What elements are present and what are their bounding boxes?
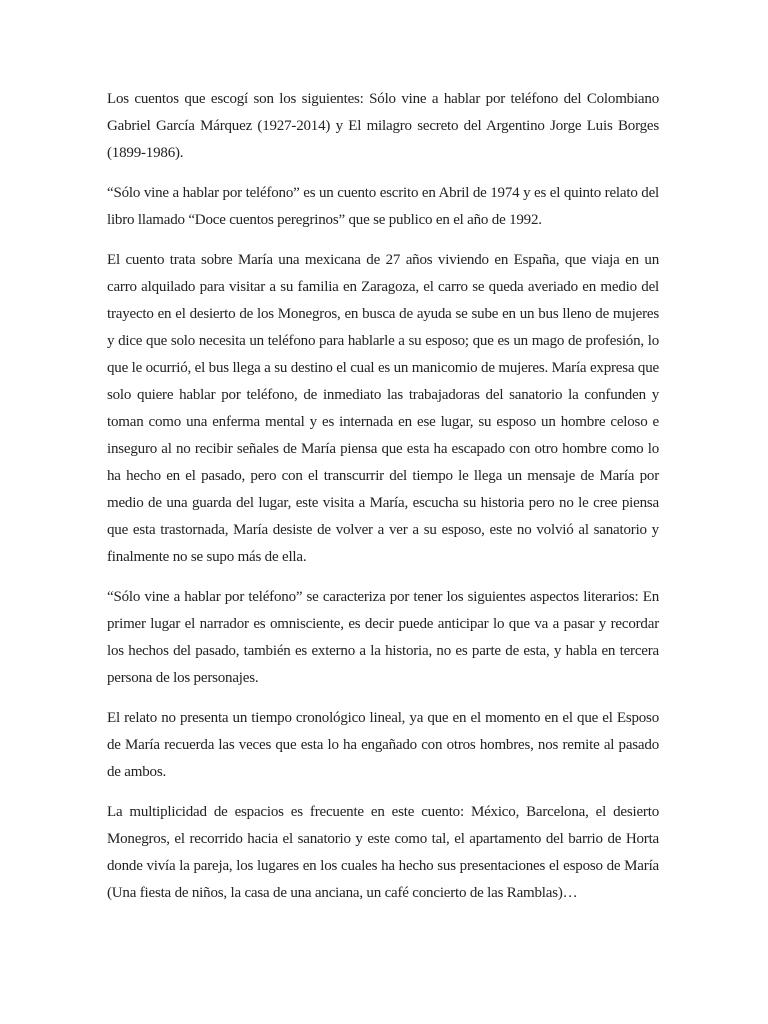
paragraph-story-origin: “Sólo vine a hablar por teléfono” es un cuento escrito en Abril de 1974 y es el quinto relato del libro llamado “Doce cuentos peregrinos” que se publico en el año de 1992. <box>107 185 659 228</box>
paragraph-narrator: “Sólo vine a hablar por teléfono” se caracteriza por tener los siguientes aspectos literarios: En primer lugar el narrador es omnisciente, es decir puede anticipar lo que va a pasar y recordar los hechos del pasado, también es externo a la historia, no es parte de esta, y habla en tercera persona de los personajes. <box>107 589 659 686</box>
paragraph-plot-summary: El cuento trata sobre María una mexicana de 27 años viviendo en España, que viaja en un carro alquilado para visitar a su familia en Zaragoza, el carro se queda averiado en medio del trayecto en el desierto de los Monegros, en busca de ayuda se sube en un bus lleno de mujeres y dice que solo necesita un teléfono para hablarle a su esposo; que es un mago de profesión, lo que le ocurrió, el bus llega a su destino el cual es un manicomio de mujeres. María expresa que solo quiere hablar por teléfono, de inmediato las trabajadoras del sanatorio la confunden y toman como una enferma mental y es internada en ese lugar, su esposo un hombre celoso e inseguro al no recibir señales de María piensa que esta ha escapado con otro hombre como lo ha hecho en el pasado, pero con el transcurrir del tiempo le llega un mensaje de María por medio de una guarda del lugar, este visita a María, escucha su historia pero no le cree piensa que esta trastornada, María desiste de volver a ver a su esposo, este no volvió al sanatorio y finalmente no se supo más de ella. <box>107 252 659 565</box>
paragraph-intro: Los cuentos que escogí son los siguientes: Sólo vine a hablar por teléfono del Colombiano Gabriel García Márquez (1927-2014) y El milagro secreto del Argentino Jorge Luis Borges (1899-1986). <box>107 91 659 161</box>
paragraph-spaces: La multiplicidad de espacios es frecuente en este cuento: México, Barcelona, el desierto Monegros, el recorrido hacia el sanatorio y este como tal, el apartamento del barrio de Horta donde vivía la pareja, los lugares en los cuales ha hecho sus presentaciones el esposo de María (Una fiesta de niños, la casa de una anciana, un café concierto de las Ramblas)… <box>107 804 659 901</box>
document-body <box>107 86 659 920</box>
paragraph-time: El relato no presenta un tiempo cronológico lineal, ya que en el momento en el que el Esposo de María recuerda las veces que esta lo ha engañado con otros hombres, nos remite al pasado de ambos. <box>107 710 659 780</box>
